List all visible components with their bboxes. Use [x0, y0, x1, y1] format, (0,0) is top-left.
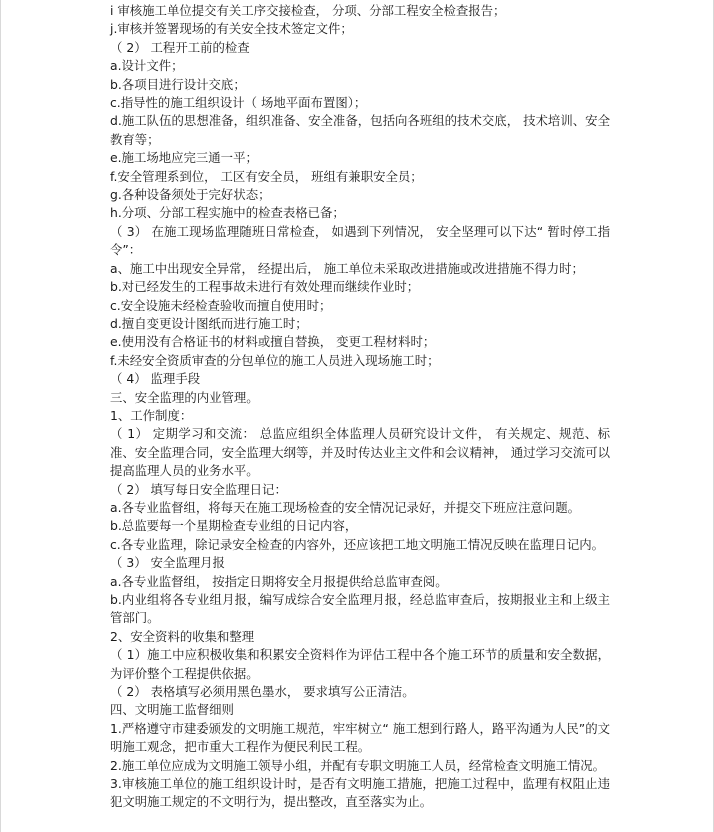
page-left-edge — [0, 0, 1, 832]
list-item: e.使用没有合格证书的材料或擅自替换， 变更工程材料时； — [110, 334, 436, 350]
paragraph-sign-safety-docs: j.审核并签署现场的有关安全技术签定文件； — [110, 21, 353, 37]
list-item: a.各专业监督组，将每天在施工现场检查的安全情况记录好，并提交下班应注意问题。 — [110, 499, 580, 515]
list-item: d.擅自变更设计图纸而进行施工时； — [110, 315, 308, 331]
list-item: g.各种设备须处于完好状态； — [110, 187, 271, 203]
heading-pre-start-inspection: （ 2） 工程开工前的检查 — [110, 39, 250, 55]
list-item: b.总监要每一个星期检查专业组的日记内容， — [110, 518, 358, 534]
list-item: b.内业组将各专业组月报，编写成综合安全监理月报，经总监审查后，按期报业主和上级主管部门。 — [110, 592, 610, 626]
list-item: b.各项目进行设计交底； — [110, 76, 246, 92]
paragraph-form-filling: （ 2） 表格填写必须用黑色墨水， 要求填写公正清洁。 — [110, 684, 415, 700]
paragraph-rule-1: 1.严格遵守市建委颁发的文明施工规范，牢牢树立“ 施工想到行路人，路平沟通为人民”的文明施工观念，把市重大工程作为便民利民工程。 — [110, 720, 610, 755]
list-item: a.各专业监督组， 按指定日期将安全月报提供给总监审查阅。 — [110, 573, 448, 589]
section-heading-civilized-construction: 四、文明施工监督细则 — [110, 702, 234, 718]
document-body — [110, 2, 610, 812]
list-item: c.各专业监理，除记录安全检查的内容外，还应该把工地文明施工情况反映在监理日记内。 — [110, 536, 604, 552]
list-item: f.安全管理系到位， 工区有安全员， 班组有兼职安全员； — [110, 168, 423, 184]
heading-work-system: 1、工作制度： — [110, 407, 193, 423]
list-item: a.设计文件； — [110, 58, 184, 74]
list-item: e.施工场地应完三通一平； — [110, 150, 258, 166]
list-item: c.安全设施未经检查验收而擅自使用时； — [110, 297, 332, 313]
heading-supervision-means: （ 4） 监理手段 — [110, 371, 201, 387]
list-item: b.对已经发生的工程事故未进行有效处理而继续作业时； — [110, 279, 420, 295]
paragraph-rule-2: 2.施工单位应成为文明施工领导小组，并配有专职文明施工人员，经常检查文明施工情况。 — [110, 757, 606, 773]
section-heading-internal-management: 三、安全监理的内业管理。 — [110, 389, 259, 405]
heading-daily-inspection: （ 3） 在施工现场监理随班日常检查， 如遇到下列情况， 安全坚理可以下达“ 暂时停工指令”： — [110, 223, 610, 258]
paragraph-rule-3: 3.审核施工单位的施工组织设计时，是否有文明施工措施，把施工过程中，监理有权阻止违犯文明施工规定的不文明行为，提出整改，直至落实为止。 — [110, 776, 610, 810]
list-item: d.施工队伍的思想准备，组织准备、安全准备，包括向各班组的技术交底， 技术培训、安全教育等； — [110, 113, 610, 147]
paragraph-audit-handover: i 审核施工单位提交有关工序交接检查， 分项、分部工程安全检查报告； — [110, 3, 506, 18]
heading-data-collection: 2、安全资料的收集和整理 — [110, 628, 255, 644]
list-item: a、施工中出现安全异常， 经提出后， 施工单位未采取改进措施或改进措施不得力时； — [110, 260, 584, 276]
paragraph-study-exchange: （ 1） 定期学习和交流： 总监应组织全体监理人员研究设计文件， 有关规定、规范、标准、安全监理合同，安全监理大纲等，并及时传达业主文件和会议精神， 通过学习交流可以提高监理人员的业务水平。 — [110, 426, 610, 479]
list-item: c.指导性的施工组织设计（ 场地平面布置图）； — [110, 95, 367, 111]
list-item: h.分项、分部工程实施中的检查表格已备； — [110, 205, 345, 221]
paragraph-collect-data: （ 1）施工中应积极收集和积累安全资料作为评估工程中各个施工环节的质量和安全数据，为评价整个工程提供依据。 — [110, 647, 610, 681]
list-item: f.未经安全资质审查的分包单位的施工人员进入现场施工时； — [110, 352, 440, 368]
heading-monthly-report: （ 3） 安全监理月报 — [110, 555, 225, 571]
heading-daily-log: （ 2） 填写每日安全监理日记： — [110, 481, 287, 497]
